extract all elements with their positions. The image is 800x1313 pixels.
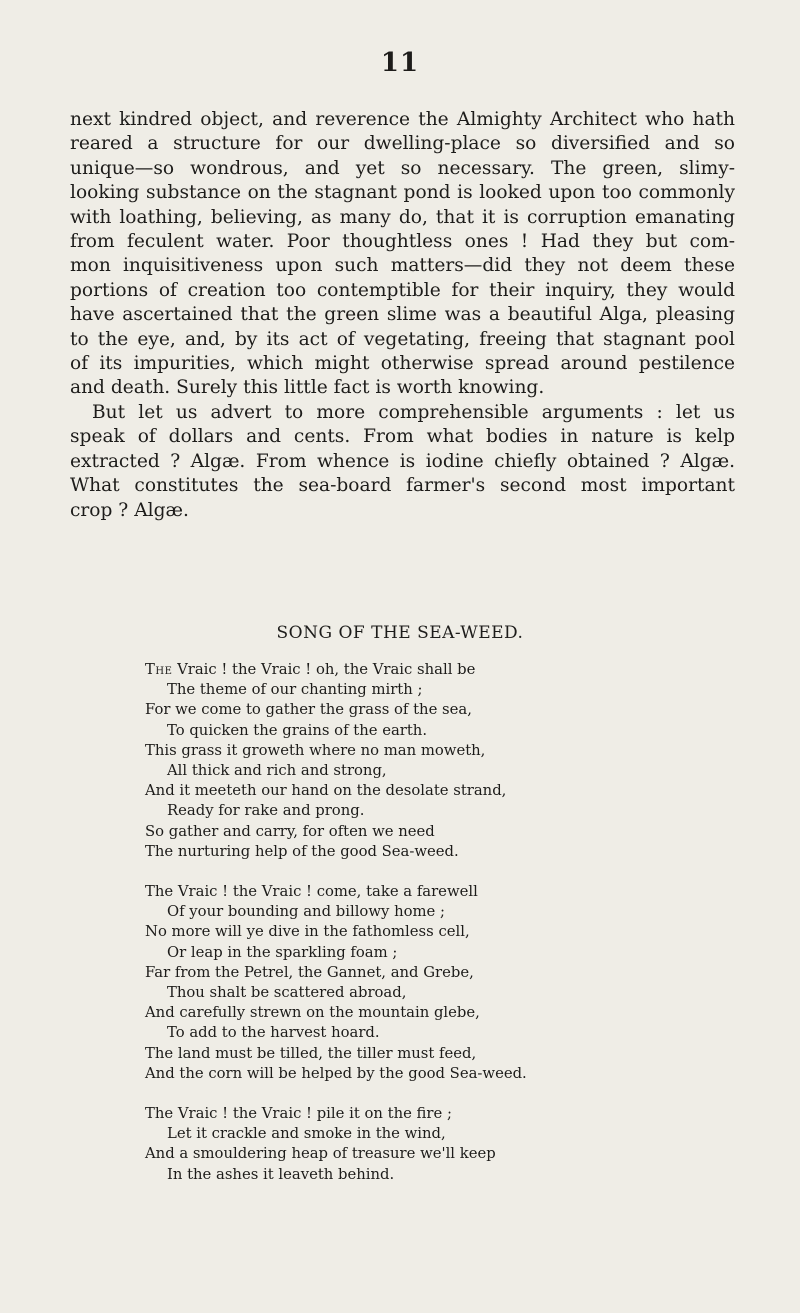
verse-line: And carefully strewn on the mountain glebe, (145, 1004, 480, 1022)
verse-line: Thou shalt be scattered abroad, (167, 984, 407, 1002)
prose-line: mon inquisitiveness upon such matters—did they not deem these (70, 255, 735, 277)
verse-line: The Vraic ! the Vraic ! come, take a farewell (145, 883, 478, 901)
prose-line: portions of creation too contemptible for their inquiry, they would (70, 279, 735, 301)
prose-line: with loathing, believing, as many do, that it is corruption emanating (70, 206, 735, 228)
prose-line: unique—so wondrous, and yet so necessary. The green, slimy- (70, 157, 735, 179)
verse-line: In the ashes it leaveth behind. (167, 1165, 395, 1183)
verse-line: Ready for rake and prong. (167, 802, 365, 820)
verse-line: The Vraic ! the Vraic ! pile it on the fire ; (145, 1105, 452, 1123)
prose-line: extracted ? Algæ. From whence is iodine chiefly obtained ? Algæ. (70, 450, 735, 472)
song-verses (145, 660, 705, 1205)
verse-line: Or leap in the sparkling foam ; (167, 943, 398, 961)
prose-line: crop ? Algæ. (70, 499, 189, 521)
song-title: SONG OF THE SEA-WEED. (276, 623, 524, 643)
prose-line: But let us advert to more comprehensible arguments : let us (92, 401, 735, 423)
verse-line: Far from the Petrel, the Gannet, and Grebe, (145, 963, 474, 981)
prose-line: What constitutes the sea-board farmer's second most important (70, 475, 735, 497)
page-number: 11 (380, 48, 420, 78)
song-stanza (145, 882, 705, 1084)
prose-line: looking substance on the stagnant pond is looked upon too commonly (70, 182, 735, 204)
prose-line: reared a structure for our dwelling-place so diversified and so (70, 133, 735, 155)
verse-line: The theme of our chanting mirth ; (167, 681, 423, 699)
verse-line: The nurturing help of the good Sea-weed. (145, 842, 459, 860)
prose-line: have ascertained that the green slime was a beautiful Alga, pleasing (70, 304, 735, 326)
prose-line: from feculent water. Poor thoughtless ones ! Had they but com- (70, 231, 735, 253)
prose-line: and death. Surely this little fact is worth knowing. (70, 377, 545, 399)
verse-line: To add to the harvest hoard. (167, 1024, 380, 1042)
song-stanza (145, 1104, 705, 1185)
verse-line: The land must be tilled, the tiller must feed, (145, 1044, 477, 1062)
verse-line: And the corn will be helped by the good Sea-weed. (145, 1064, 527, 1082)
verse-line: No more will ye dive in the fathomless cell, (145, 923, 470, 941)
prose-paragraphs (70, 108, 735, 523)
verse-line: So gather and carry, for often we need (145, 822, 435, 840)
song-stanza (145, 660, 705, 862)
prose-line: to the eye, and, by its act of vegetating, freeing that stagnant pool (70, 328, 735, 350)
prose-line: speak of dollars and cents. From what bodies in nature is kelp (70, 426, 735, 448)
verse-line: And it meeteth our hand on the desolate strand, (145, 782, 507, 800)
prose-line: next kindred object, and reverence the Almighty Architect who hath (70, 109, 735, 130)
verse-line: All thick and rich and strong, (167, 762, 387, 780)
verse-line: This grass it groweth where no man moweth, (145, 741, 486, 759)
verse-line: For we come to gather the grass of the sea, (145, 701, 472, 719)
verse-line: The Vraic ! the Vraic ! oh, the Vraic shall be (145, 661, 476, 678)
prose-line: of its impurities, which might otherwise spread around pestilence (70, 353, 735, 375)
verse-line: To quicken the grains of the earth. (167, 721, 428, 739)
verse-line: Of your bounding and billowy home ; (167, 903, 445, 921)
verse-line: And a smouldering heap of treasure we'll keep (145, 1145, 496, 1163)
verse-line: Let it crackle and smoke in the wind, (167, 1125, 446, 1143)
